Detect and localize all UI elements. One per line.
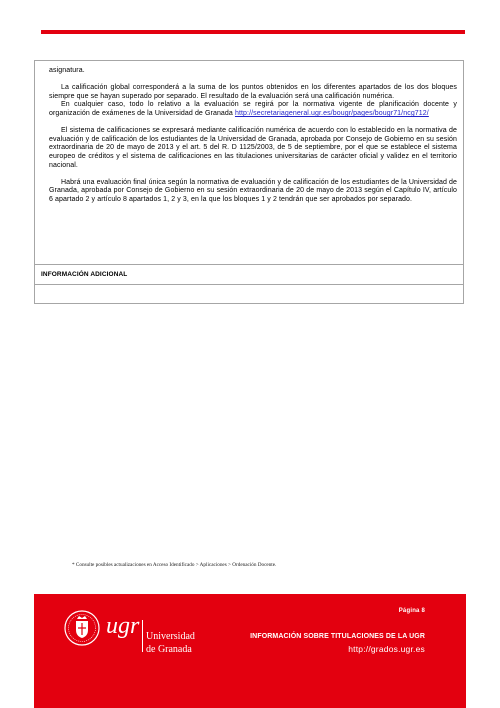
header-red-rule xyxy=(41,30,465,34)
university-name xyxy=(146,630,195,656)
evaluation-text-cell xyxy=(35,61,463,265)
university-name-line2: de Granada xyxy=(146,644,192,655)
evaluation-paragraph-continuation: asignatura. xyxy=(49,67,85,74)
evaluation-table xyxy=(34,60,464,304)
additional-info-body xyxy=(35,285,463,303)
page-footer xyxy=(34,594,466,708)
evaluation-paragraph-final-exam: Habrá una evaluación final única según la normativa de evaluación y de calificación de los estudiantes de la Universidad de Granada, aprobada por Consejo de Gobierno en su sesión extraordinaria de 20 de mayo de 2013 según el Capítulo IV, artículo 6 apartado 2 y artículo 8 apartados 1, 2 y 3, en la que los bloques 1 y 2 tendrán que ser aprobados por separado. xyxy=(49,178,457,203)
university-seal-icon xyxy=(64,610,100,646)
additional-info-heading: INFORMACIÓN ADICIONAL xyxy=(35,265,463,285)
regulation-text: En cualquier caso, todo lo relativo a la evaluación se regirá por la normativa vigente de planificación docente y organización de exámenes de la Universidad de Granada xyxy=(49,101,457,117)
regulation-link[interactable]: http://secretariageneral.ugr.es/bougr/pages/bougr71/ncg712/ xyxy=(234,109,429,117)
page-number: Página 8 xyxy=(398,608,425,614)
evaluation-paragraph-global-grade: La calificación global corresponderá a la suma de los puntos obtenidos en los diferentes apartados de los dos bloques siempre que se hayan superado por separado. El resultado de la evaluación será una calificación numérica. xyxy=(49,84,457,100)
logo-divider xyxy=(142,620,143,652)
evaluation-paragraph-grading-system: El sistema de calificaciones se expresará mediante calificación numérica de acuerdo con lo establecido en la normativa de evaluación y de calificación de los estudiantes de la Universidad de Granada, aprobada por Consejo de Gobierno en su sesión extraordinaria de 20 de mayo de 2013 y el art. 5 del R. D 1125/2003, de 5 de septiembre, por el que se establece el sistema europeo de créditos y el sistema de calificaciones en las titulaciones universitarias de carácter oficial y validez en el territorio nacional. xyxy=(49,127,457,169)
university-name-line1: Universidad xyxy=(146,631,195,642)
footer-url-link[interactable]: http://grados.ugr.es xyxy=(348,644,425,654)
footer-title: INFORMACIÓN SOBRE TITULACIONES DE LA UGR xyxy=(250,633,425,640)
footnote: * Consulte posibles actualizaciones en Acceso Identificado > Aplicaciones > Ordenación Docente. xyxy=(72,562,277,568)
ugr-logo-text: ugr xyxy=(106,613,140,639)
evaluation-paragraph-regulation xyxy=(49,101,457,118)
